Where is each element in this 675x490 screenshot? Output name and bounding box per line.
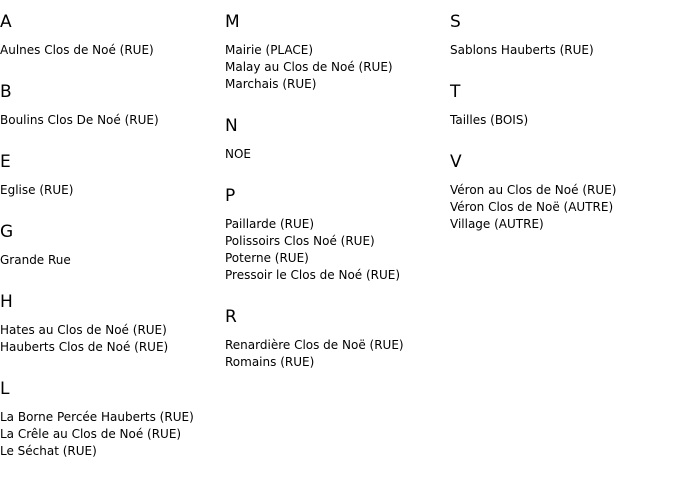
letter-group-v: [450, 140, 675, 233]
letter-heading: E: [0, 152, 11, 172]
letter-heading: T: [450, 82, 461, 102]
street-link[interactable]: Poterne (RUE): [225, 251, 309, 265]
street-link[interactable]: Renardière Clos de Noë (RUE): [225, 338, 404, 352]
letter-heading: A: [0, 12, 12, 32]
street-index-column-2: [225, 0, 450, 382]
letter-group-s: [450, 0, 675, 59]
letter-group-m: [225, 0, 450, 93]
street-link[interactable]: Le Séchat (RUE): [0, 444, 97, 458]
letter-heading: S: [450, 12, 461, 32]
letter-heading: M: [225, 12, 240, 32]
street-index-column-3: [450, 0, 675, 244]
street-link[interactable]: Grande Rue: [0, 253, 71, 267]
letter-group-g: [0, 210, 225, 269]
street-link[interactable]: Sablons Hauberts (RUE): [450, 43, 594, 57]
street-link[interactable]: Véron Clos de Noë (AUTRE): [450, 200, 614, 214]
street-link[interactable]: Malay au Clos de Noé (RUE): [225, 60, 393, 74]
letter-group-e: [0, 140, 225, 199]
street-link[interactable]: Hates au Clos de Noé (RUE): [0, 323, 167, 337]
letter-heading: L: [0, 379, 10, 399]
street-link[interactable]: La Crêle au Clos de Noé (RUE): [0, 427, 182, 441]
letter-group-a: [0, 0, 225, 59]
street-link[interactable]: Eglise (RUE): [0, 183, 74, 197]
street-link[interactable]: Paillarde (RUE): [225, 217, 315, 231]
letter-group-n: [225, 104, 450, 163]
street-link[interactable]: Tailles (BOIS): [450, 113, 529, 127]
street-link[interactable]: Mairie (PLACE): [225, 43, 314, 57]
street-link[interactable]: NOE: [225, 147, 252, 161]
letter-group-r: [225, 295, 450, 371]
street-link[interactable]: Romains (RUE): [225, 355, 315, 369]
letter-heading: H: [0, 292, 13, 312]
street-link[interactable]: Boulins Clos De Noé (RUE): [0, 113, 159, 127]
street-index-column-1: [0, 0, 225, 471]
letter-heading: B: [0, 82, 12, 102]
street-link[interactable]: Village (AUTRE): [450, 217, 544, 231]
letter-heading: V: [450, 152, 462, 172]
letter-group-h: [0, 280, 225, 356]
letter-heading: N: [225, 116, 238, 136]
street-link[interactable]: Hauberts Clos de Noé (RUE): [0, 340, 169, 354]
letter-heading: G: [0, 222, 14, 242]
letter-group-l: [0, 367, 225, 460]
street-link[interactable]: Véron au Clos de Noé (RUE): [450, 183, 617, 197]
street-link[interactable]: La Borne Percée Hauberts (RUE): [0, 410, 194, 424]
letter-group-t: [450, 70, 675, 129]
street-link[interactable]: Pressoir le Clos de Noé (RUE): [225, 268, 401, 282]
letter-heading: P: [225, 186, 236, 206]
letter-group-p: [225, 174, 450, 284]
letter-group-b: [0, 70, 225, 129]
street-link[interactable]: Marchais (RUE): [225, 77, 317, 91]
street-link[interactable]: Aulnes Clos de Noé (RUE): [0, 43, 154, 57]
letter-heading: R: [225, 307, 237, 327]
street-link[interactable]: Polissoirs Clos Noé (RUE): [225, 234, 375, 248]
